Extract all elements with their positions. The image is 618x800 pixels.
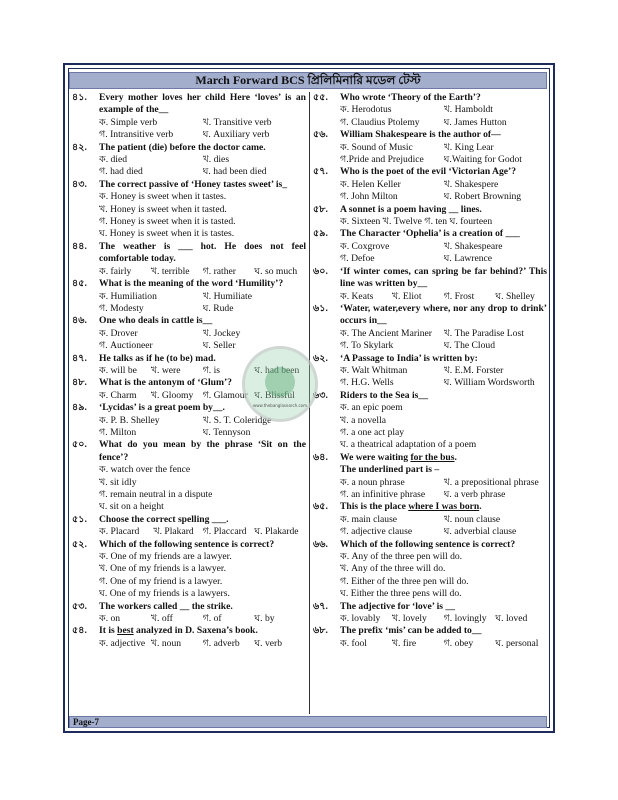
underlined-text: for the bus [410,451,455,463]
answer-options [99,266,306,278]
question-number: ৪৭. [72,352,87,364]
answer-option: খ. King Lear [443,141,494,153]
question-number: ৬৪. [313,451,328,463]
question-item [313,452,547,502]
answer-option: গ. is [202,364,220,376]
question-item [72,92,306,142]
watermark-logo [242,346,318,422]
underlined-text: best [117,625,134,637]
question-body [99,625,306,650]
question-number: ৫৮. [313,203,328,215]
answer-option: ঘ. William Wordsworth [443,377,535,389]
answer-option: ক. Herodotus [340,104,392,116]
question-body [99,179,306,241]
question-body [340,303,547,353]
answer-option: ক. fairly [99,265,132,277]
question-stem: What do you mean by the phrase ‘Sit on the fence’? [99,439,306,463]
answer-option: ঘ. Plakarde [254,526,299,538]
answer-option: খ. Plakard [153,526,194,538]
answer-option: ঘ. a theatrical adaptation of a poem [340,439,477,451]
question-body [99,278,306,315]
answer-option: গ. adjective clause [340,526,413,538]
answer-options [340,477,547,502]
question-number: ৪৬. [72,315,87,327]
answer-options [340,365,547,390]
answer-option: খ. dies [202,154,230,166]
answer-option: ঘ. a verb phrase [443,489,506,500]
question-body [99,241,306,278]
question-stem: The workers called __ the strike. [99,600,233,612]
answer-option: ক. a noun phrase [340,476,405,488]
answer-option: ক. an epic poem [340,402,403,414]
answer-option: ক. Placard [99,526,140,538]
answer-options [340,402,547,452]
answer-option: ক. died [99,154,128,166]
answer-options [340,514,547,539]
question-stem: ‘A Passage to India’ is written by: [340,352,478,364]
answer-option: খ. sit idly [99,476,137,488]
question-number: ৬৫. [313,501,328,513]
question-stem: The Character ‘Ophelia’ is a creation of ___ [340,228,520,240]
question-number: ৫৬. [313,129,328,141]
answer-option: ঘ. verb [254,637,283,649]
stem-text: We were waiting [340,451,411,463]
answer-option: গ. Modesty [99,302,144,314]
answer-option: খ. noun [150,637,182,649]
question-body [340,501,547,538]
answer-option: গ. To Skylark [340,340,394,352]
answer-option: ক. The Ancient Mariner [340,327,432,339]
question-body [340,539,547,601]
answer-option: গ. Defoe [340,253,375,265]
question-stem: The adjective for ‘love’ is __ [340,600,456,612]
question-stem: ‘Lycidas’ is a great poem by__. [99,402,225,414]
answer-options [99,464,306,514]
question-number: ৬৭. [313,600,328,612]
stem-text: . [454,451,457,463]
question-number: ৬৮. [313,625,328,637]
question-number: ৪৪. [72,240,87,252]
answer-option: গ. lovingly [443,613,487,625]
answer-option: গ. Intransitive verb [99,129,174,141]
answer-option: গ. Honey is sweet when it is tasted. [99,216,236,228]
answer-options [99,638,306,650]
question-stem: The weather is ___ hot. He does not feel comfortable today. [99,240,306,265]
answer-options [340,291,547,303]
question-number: ৫৫. [313,92,328,103]
answer-option: ঘ. Either the three pens will do. [340,588,462,600]
question-item [313,92,547,129]
answer-option: গ. Auctioneer [99,340,153,352]
question-body [340,204,547,229]
answer-options [99,551,306,601]
question-stem: The prefix ‘mis’ can be added to__ [340,625,482,637]
answer-options [99,526,306,538]
page-header [69,72,547,89]
answer-option: ক. Helen Keller [340,178,401,190]
answer-option: খ. terrible [150,265,190,277]
answer-options [340,241,547,266]
question-body [340,228,547,265]
answer-option: ক. fool [340,637,367,649]
question-body [340,625,547,650]
answer-options [340,179,547,204]
question-item [313,166,547,203]
answer-option: ঘ. Auxiliary verb [202,129,270,141]
question-stem-line-2: The underlined part is – [340,464,440,476]
answer-option: গ. adverb [202,637,240,649]
answer-options [340,551,547,601]
question-item [313,204,547,229]
question-body [340,166,547,203]
question-body [340,452,547,502]
question-number: ৫২. [72,538,87,550]
answer-option: খ. Hamboldt [443,104,493,116]
stem-text: . [479,501,482,513]
answer-option: খ. Eliot [391,290,422,302]
answer-option: গ. One of my friend is a lawyer. [99,575,223,587]
answer-option: খ. Transitive verb [202,116,272,128]
question-stem: What is the antonym of ‘Glum’? [99,377,232,389]
question-item [72,439,306,513]
answer-option: খ. off [150,613,173,625]
answer-option: ক. Sixteen খ. Twelve গ. ten ঘ. fourteen [340,216,493,228]
answer-option: খ. Honey is sweet when it tasted. [99,203,227,215]
answer-option: খ. a prepositional phrase [443,476,539,488]
answer-option: ঘ. One of my friends is a lawyers. [99,588,230,600]
answer-option: খ. Jockey [202,327,241,339]
page-footer [69,716,547,728]
question-body [340,353,547,390]
answer-option: ক. will be [99,364,137,376]
answer-options [340,142,547,167]
question-number: ৫৭. [313,166,328,178]
answer-option: খ. Any of the three will do. [340,563,446,575]
answer-option: খ. Gloomy [150,389,194,401]
question-number: ৫৩. [72,600,87,612]
answer-option: খ. fire [391,637,417,649]
question-body [340,92,547,129]
answer-option: ক. lovably [340,613,381,625]
question-body [99,601,306,626]
answer-option: গ. Claudius Ptolemy [340,116,420,128]
underlined-text: where I was born [408,501,480,513]
question-item [313,303,547,353]
answer-option: ক. adjective [99,637,146,649]
stem-text: It is [99,625,118,637]
question-number: ৫০. [72,439,87,451]
question-number: ৫১. [72,513,87,525]
question-stem: William Shakespeare is the author of— [340,129,501,141]
answer-option: ঘ. so much [254,265,298,277]
watermark-text: www.thebanglasearch.com [253,403,308,408]
answer-option: গ. a one act play [340,426,405,438]
answer-option: খ. S. T. Coleridge [202,414,272,426]
question-number: ৪৫. [72,278,87,290]
answer-option: ক. Drover [99,327,138,339]
answer-option: ক. Charm [99,389,137,401]
answer-option: ক. watch over the fence [99,464,191,476]
question-stem: The patient (die) before the doctor came. [99,141,266,153]
question-number: ৬৩. [313,389,328,401]
watermark-logo-core [265,367,295,397]
answer-option: ক. Simple verb [99,116,158,128]
answer-option: গ. Glamour [202,389,248,401]
question-number: ৫৯. [313,228,328,240]
answer-option: ঘ. Honey is sweet when it is tastes. [99,228,235,240]
answer-option: ক. Any of the three pen will do. [340,551,463,563]
answer-option: ঘ. Tennyson [202,426,251,438]
answer-option: ঘ. had been died [202,166,267,178]
answer-option: গ.Pride and Prejudice [340,154,424,166]
answer-options [340,104,547,129]
question-stem: Which of the following sentence is correct? [340,538,516,550]
answer-option: গ. Milton [99,426,137,438]
answer-option: খ. were [150,364,181,376]
question-body [99,539,306,601]
answer-option: ক. on [99,613,121,625]
question-body [340,266,547,303]
answer-option: ঘ. Lawrence [443,253,493,265]
question-stem: The correct passive of ‘Honey tastes sweet’ is_ [99,178,288,190]
question-stem: He talks as if he (to be) mad. [99,352,216,364]
question-stem: What is the meaning of the word ‘Humility’? [99,278,284,290]
question-stem: Every mother loves her child Here ‘loves’ is an example of the__ [99,92,306,116]
answer-option: খ. E.M. Forster [443,364,504,376]
answer-option: ক. P. B. Shelley [99,414,160,426]
answer-option: ঘ. Rude [202,302,234,314]
question-item [313,601,547,626]
question-number: ৪৩. [72,178,87,190]
stem-text: This is the place [340,501,409,513]
question-stem [340,452,547,464]
question-stem: Choose the correct spelling ___. [99,513,229,525]
question-number: ৬২. [313,352,328,364]
answer-option: ঘ. personal [495,637,539,649]
stem-text: analyzed in D. Saxena’s book. [133,625,258,637]
question-item [313,228,547,265]
question-body [99,439,306,513]
answer-option: ক. One of my friends are a lawyer. [99,551,232,563]
answer-option: ঘ. James Hutton [443,116,507,128]
question-number: ৪২. [72,141,87,153]
answer-options [99,613,306,625]
answer-options [99,291,306,316]
question-stem: Which of the following sentence is correct? [99,538,275,550]
question-body [340,601,547,626]
answer-option: ঘ. Shelley [495,290,535,302]
question-item [72,278,306,315]
question-body [99,92,306,142]
answer-option: ঘ. Seller [202,340,236,352]
answer-options [340,328,547,353]
answer-options [99,117,306,142]
answer-option: খ. noun clause [443,513,501,525]
question-stem: Who wrote ‘Theory of the Earth’? [340,92,481,103]
answer-option: খ. One of my friends is a lawyer. [99,563,226,575]
answer-option: খ. a novella [340,414,386,426]
answer-option: ক. Honey is sweet when it tastes. [99,191,227,203]
question-stem [340,501,547,513]
answer-option: ঘ. loved [495,613,528,625]
question-number: ৬০. [313,265,328,277]
question-number: ৪৮. [72,377,87,389]
question-number: ৬১. [313,302,328,314]
answer-option: ক. Sound of Music [340,141,413,153]
answer-option: গ. an infinitive phrase [340,489,426,500]
answer-option: ঘ. Blissful [254,389,295,401]
answer-option: খ. Humiliate [202,290,252,302]
answer-options [340,216,547,228]
question-item [72,514,306,539]
answer-option: গ. John Milton [340,191,398,203]
question-item [313,353,547,390]
answer-option: খ. The Paradise Lost [443,327,524,339]
question-item [72,625,306,650]
answer-option: ক. Coxgrove [340,240,390,252]
answer-option: খ. Shakespeare [443,240,503,252]
question-body [340,390,547,452]
question-body [340,129,547,166]
page-number: Page-7 [73,717,99,727]
answer-options [99,154,306,179]
answer-option: গ. Placcard [202,526,247,538]
answer-option: খ. Shakespere [443,178,499,190]
answer-option: গ. obey [443,637,474,649]
answer-option: গ. had died [99,166,143,178]
answer-option: গ. Either of the three pen will do. [340,575,469,587]
answer-option: ক. Walt Whitman [340,364,408,376]
answer-option: ঘ. had been [254,364,300,376]
question-stem: Who is the poet of the evil ‘Victorian Age’? [340,166,517,178]
answer-option: ঘ. by [254,613,275,625]
question-number: ৬৬. [313,538,328,550]
answer-option: ঘ. sit on a height [99,501,164,513]
right-question-column [313,92,547,650]
question-item [313,390,547,452]
answer-option: গ. remain neutral in a dispute [99,489,213,500]
question-item [313,501,547,538]
question-number: ৪৯. [72,402,87,414]
answer-option: ঘ. Robert Browning [443,191,522,203]
question-number: ৫৪. [72,625,87,637]
question-item [72,241,306,278]
question-item [313,539,547,601]
question-item [313,625,547,650]
header-title: March Forward BCS প্রিলিমিনারি মডেল টেস্ট [195,73,421,87]
question-body [99,142,306,179]
answer-option: ক. Humiliation [99,290,157,302]
answer-options [340,613,547,625]
question-stem: Riders to the Sea is__ [340,389,428,401]
question-stem: ‘Water, water,every where, nor any drop to drink’ occurs in__ [340,302,547,327]
question-number: ৪১. [72,92,87,103]
answer-option: খ. lovely [391,613,427,625]
question-item [313,129,547,166]
answer-option: গ. of [202,613,222,625]
question-item [313,266,547,303]
answer-option: ক. Keats [340,290,374,302]
answer-options [99,191,306,241]
answer-option: ক. main clause [340,513,398,525]
answer-option: গ. H.G. Wells [340,377,394,389]
question-stem: ‘If winter comes, can spring be far behind?’ This line was written by__ [340,265,547,290]
answer-option: ঘ.Waiting for Godot [443,154,522,166]
question-stem [99,625,306,637]
question-item [72,539,306,601]
answer-option: গ. rather [202,265,236,277]
question-stem: A sonnet is a poem having __ lines. [340,203,482,215]
question-body [99,514,306,539]
question-stem: One who deals in cattle is__ [99,315,213,327]
question-item [72,601,306,626]
question-item [72,142,306,179]
question-item [72,179,306,241]
answer-options [340,638,547,650]
answer-option: গ. Frost [443,290,475,302]
answer-option: ঘ. adverbial clause [443,526,517,538]
answer-option: ঘ. The Cloud [443,340,495,352]
